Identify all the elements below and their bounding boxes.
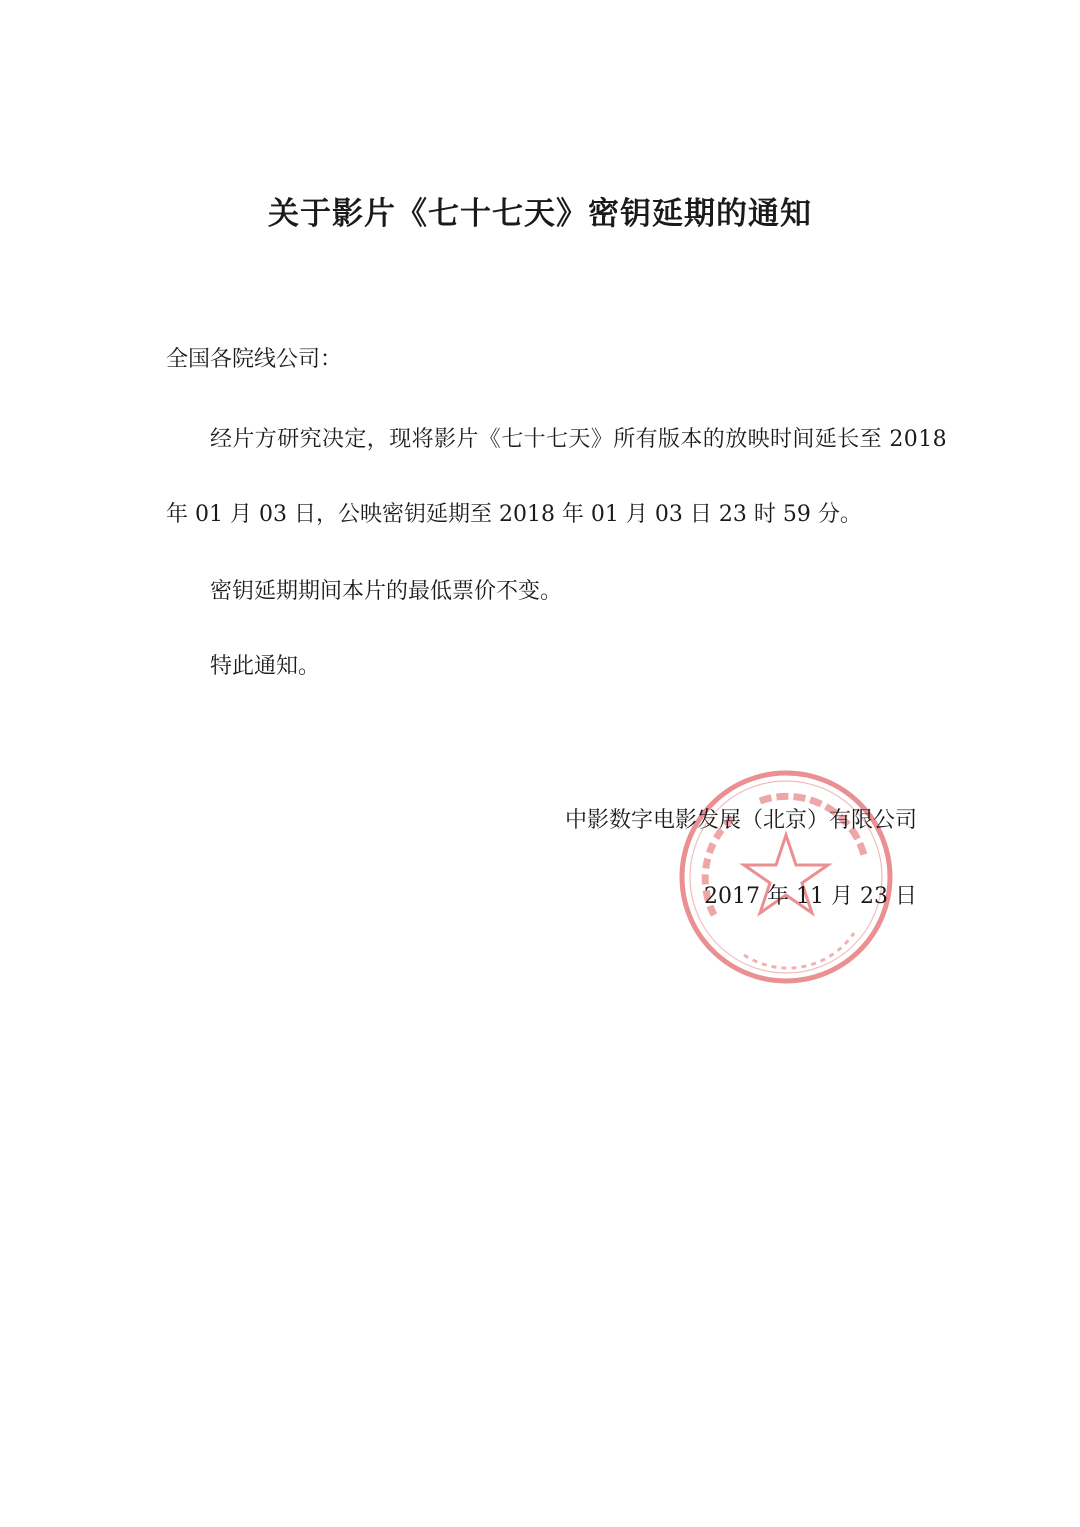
document-title: 关于影片《七十七天》密钥延期的通知 (268, 196, 812, 232)
paragraph-3: 特此通知。 (210, 654, 321, 679)
paragraph-1-line-1: 经片方研究决定，现将影片《七十七天》所有版本的放映时间延长至 2018 (210, 427, 947, 452)
paragraph-1-line-2: 年 01 月 03 日，公映密钥延期至 2018 年 01 月 03 日 23 时 59 分。 (166, 502, 862, 527)
official-seal-icon (674, 765, 898, 989)
issuing-company: 中影数字电影发展（北京）有限公司 (564, 808, 917, 833)
salutation: 全国各院线公司： (166, 347, 343, 372)
issue-date: 2017 年 11 月 23 日 (704, 884, 917, 909)
paragraph-2: 密钥延期期间本片的最低票价不变。 (210, 579, 563, 604)
